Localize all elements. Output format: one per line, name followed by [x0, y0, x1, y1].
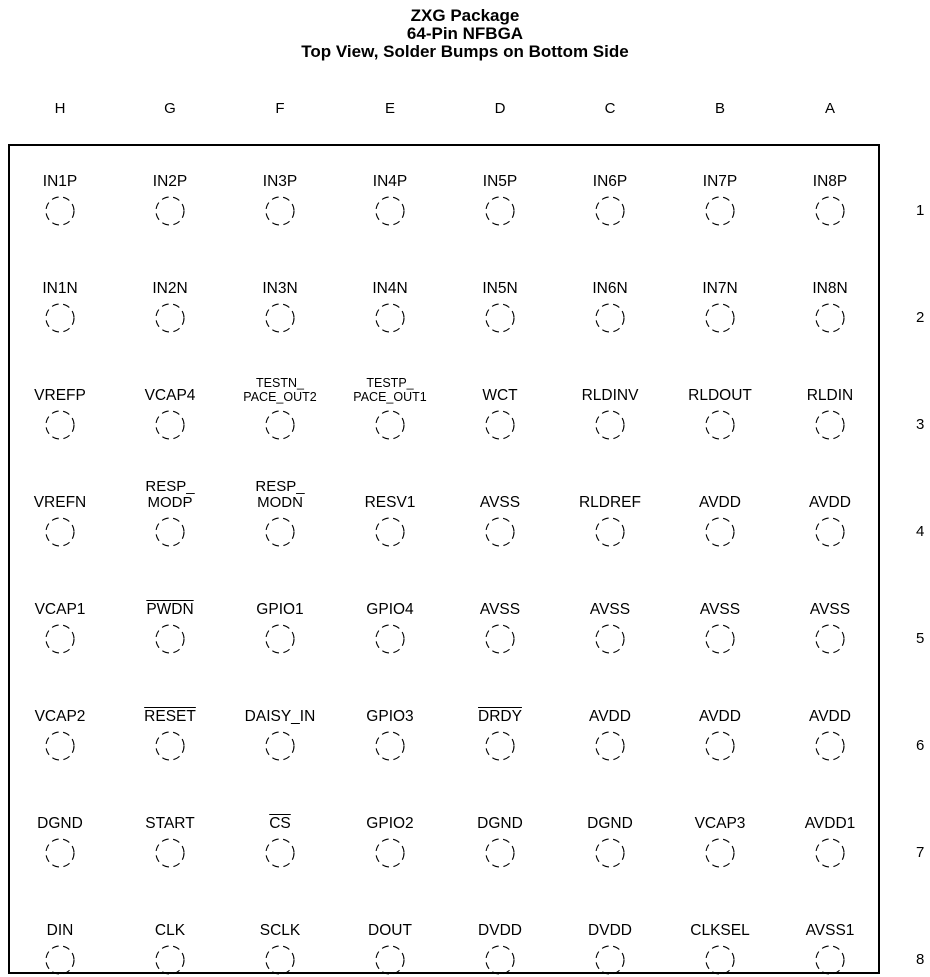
solder-bump-icon [263, 515, 297, 549]
pin-d7 [445, 800, 555, 870]
pin-label [335, 372, 445, 408]
solder-bump-icon [483, 836, 517, 870]
solder-bump-icon [813, 836, 847, 870]
solder-bump-icon [43, 943, 77, 977]
pin-h7 [5, 800, 115, 870]
pin-label [225, 586, 335, 622]
pin-name: START [145, 815, 195, 832]
pin-label [335, 586, 445, 622]
pin-c6 [555, 693, 665, 763]
pin-label [445, 586, 555, 622]
solder-bump-icon [813, 729, 847, 763]
pin-a2 [775, 265, 885, 335]
pin-a3 [775, 372, 885, 442]
solder-bump-icon [483, 622, 517, 656]
pin-a5 [775, 586, 885, 656]
pin-name: IN8P [812, 173, 848, 190]
pin-b7 [665, 800, 775, 870]
pin-label [5, 372, 115, 408]
pin-d6 [445, 693, 555, 763]
pin-c1 [555, 158, 665, 228]
pin-name: AVDD [699, 708, 741, 725]
pin-name: IN1P [42, 173, 78, 190]
solder-bump-icon [483, 301, 517, 335]
pin-label [555, 479, 665, 515]
solder-bump-icon [703, 301, 737, 335]
column-header-d: D [494, 100, 506, 117]
column-header-e: E [384, 100, 395, 117]
pin-name: IN4P [372, 173, 408, 190]
pin-h6 [5, 693, 115, 763]
pin-name: AVSS1 [805, 922, 855, 939]
solder-bump-icon [263, 408, 297, 442]
pin-name: IN4N [372, 280, 408, 297]
pin-label [225, 158, 335, 194]
pin-name: IN5N [482, 280, 518, 297]
solder-bump-icon [43, 408, 77, 442]
pin-e7 [335, 800, 445, 870]
pin-g4 [115, 479, 225, 549]
pin-g7 [115, 800, 225, 870]
pin-label [225, 479, 335, 515]
pin-c2 [555, 265, 665, 335]
pin-label [225, 693, 335, 729]
pin-name: CLKSEL [690, 922, 750, 939]
pin-name: AVDD [809, 494, 851, 511]
pin-label [115, 265, 225, 301]
pin-label [5, 907, 115, 943]
pin-label [555, 586, 665, 622]
pin-e2 [335, 265, 445, 335]
solder-bump-icon [43, 301, 77, 335]
solder-bump-icon [43, 194, 77, 228]
pin-d5 [445, 586, 555, 656]
pin-label [115, 158, 225, 194]
row-header-4: 4 [916, 523, 925, 540]
pin-name: DIN [46, 922, 74, 939]
pin-name: AVSS [809, 601, 851, 618]
solder-bump-icon [43, 622, 77, 656]
pin-g1 [115, 158, 225, 228]
solder-bump-icon [703, 836, 737, 870]
pin-name: RESP_ MODN [255, 478, 305, 511]
pin-c5 [555, 586, 665, 656]
pin-name: RLDOUT [688, 387, 752, 404]
row-header-8: 8 [916, 951, 925, 968]
pin-g2 [115, 265, 225, 335]
pin-name: DVDD [478, 922, 522, 939]
solder-bump-icon [373, 408, 407, 442]
pin-name: GPIO2 [366, 815, 414, 832]
pin-b5 [665, 586, 775, 656]
pin-h4 [5, 479, 115, 549]
column-header-g: G [164, 100, 176, 117]
pin-label [335, 265, 445, 301]
pin-label [665, 158, 775, 194]
solder-bump-icon [703, 194, 737, 228]
solder-bump-icon [703, 515, 737, 549]
pin-f4 [225, 479, 335, 549]
pin-name: GPIO4 [366, 601, 414, 618]
pin-label [335, 479, 445, 515]
solder-bump-icon [593, 515, 627, 549]
pin-label [665, 479, 775, 515]
package-title: ZXG Package [410, 6, 520, 25]
pin-name: IN8N [812, 280, 848, 297]
pin-a4 [775, 479, 885, 549]
pin-name: AVDD [699, 494, 741, 511]
pin-name: AVSS [699, 601, 741, 618]
pin-label [5, 586, 115, 622]
pin-a8 [775, 907, 885, 977]
pin-label [445, 158, 555, 194]
row-header-1: 1 [916, 202, 925, 219]
pin-label [5, 800, 115, 836]
solder-bump-icon [813, 408, 847, 442]
pin-label [445, 693, 555, 729]
solder-bump-icon [593, 301, 627, 335]
solder-bump-icon [263, 301, 297, 335]
pin-name: VCAP1 [34, 601, 86, 618]
pin-name: TESTN_ PACE_OUT2 [243, 376, 317, 404]
pin-label [115, 586, 225, 622]
pin-f3 [225, 372, 335, 442]
row-header-5: 5 [916, 630, 925, 647]
solder-bump-icon [43, 836, 77, 870]
pin-f1 [225, 158, 335, 228]
pin-f2 [225, 265, 335, 335]
row-header-3: 3 [916, 416, 925, 433]
pin-label [775, 586, 885, 622]
pin-c4 [555, 479, 665, 549]
solder-bump-icon [373, 194, 407, 228]
pin-h2 [5, 265, 115, 335]
pin-b4 [665, 479, 775, 549]
solder-bump-icon [703, 729, 737, 763]
pin-label [665, 265, 775, 301]
pin-name: TESTP_ PACE_OUT1 [353, 376, 427, 404]
pin-c7 [555, 800, 665, 870]
pin-name: CLK [154, 922, 186, 939]
pin-label [5, 265, 115, 301]
solder-bump-icon [593, 622, 627, 656]
solder-bump-icon [373, 622, 407, 656]
pin-b1 [665, 158, 775, 228]
column-header-a: A [824, 100, 835, 117]
solder-bump-icon [153, 622, 187, 656]
pin-label [555, 693, 665, 729]
pin-name: RESV1 [364, 494, 416, 511]
pin-g5 [115, 586, 225, 656]
pin-e8 [335, 907, 445, 977]
pin-name: AVSS [589, 601, 631, 618]
pin-label [775, 479, 885, 515]
solder-bump-icon [373, 943, 407, 977]
row-header-2: 2 [916, 309, 925, 326]
solder-bump-icon [813, 194, 847, 228]
pin-label [555, 265, 665, 301]
solder-bump-icon [703, 622, 737, 656]
solder-bump-icon [153, 301, 187, 335]
pin-f5 [225, 586, 335, 656]
pin-name: VREFP [34, 387, 86, 404]
solder-bump-icon [483, 408, 517, 442]
pin-label [555, 907, 665, 943]
pin-label [665, 907, 775, 943]
solder-bump-icon [373, 729, 407, 763]
pin-label [775, 265, 885, 301]
solder-bump-icon [153, 515, 187, 549]
solder-bump-icon [263, 729, 297, 763]
pin-label [775, 800, 885, 836]
pin-name: VCAP3 [694, 815, 746, 832]
pin-name: IN7P [702, 173, 738, 190]
pin-name: AVDD [589, 708, 631, 725]
row-header-6: 6 [916, 737, 925, 754]
pin-d1 [445, 158, 555, 228]
solder-bump-icon [813, 515, 847, 549]
pin-label [445, 800, 555, 836]
pin-name: DRDY [478, 708, 522, 725]
pin-name: AVSS [479, 494, 521, 511]
solder-bump-icon [593, 943, 627, 977]
pin-name: VCAP4 [144, 387, 196, 404]
pin-a1 [775, 158, 885, 228]
solder-bump-icon [153, 408, 187, 442]
solder-bump-icon [153, 836, 187, 870]
solder-bump-icon [373, 836, 407, 870]
pin-d8 [445, 907, 555, 977]
solder-bump-icon [153, 729, 187, 763]
pin-b2 [665, 265, 775, 335]
solder-bump-icon [263, 622, 297, 656]
pin-f8 [225, 907, 335, 977]
pin-name: PWDN [146, 601, 194, 618]
pin-label [445, 479, 555, 515]
pin-name: AVDD1 [804, 815, 856, 832]
solder-bump-icon [813, 622, 847, 656]
pin-name: DOUT [368, 922, 412, 939]
pin-name: AVSS [479, 601, 521, 618]
pin-f7 [225, 800, 335, 870]
pin-e3 [335, 372, 445, 442]
column-header-f: F [275, 100, 285, 117]
pin-label [335, 158, 445, 194]
pin-name: DGND [477, 815, 523, 832]
pin-name: IN5P [482, 173, 518, 190]
pin-label [115, 479, 225, 515]
solder-bump-icon [593, 194, 627, 228]
pin-h5 [5, 586, 115, 656]
pin-label [335, 693, 445, 729]
solder-bump-icon [263, 194, 297, 228]
pin-label [225, 265, 335, 301]
pin-b6 [665, 693, 775, 763]
pin-label [445, 265, 555, 301]
solder-bump-icon [593, 408, 627, 442]
solder-bump-icon [593, 836, 627, 870]
pin-b3 [665, 372, 775, 442]
pin-c8 [555, 907, 665, 977]
solder-bump-icon [483, 729, 517, 763]
pin-name: RLDIN [806, 387, 854, 404]
pin-d3 [445, 372, 555, 442]
column-header-c: C [604, 100, 616, 117]
solder-bump-icon [703, 408, 737, 442]
pin-name: IN6P [592, 173, 628, 190]
pin-name: RESET [144, 708, 196, 725]
pin-name: DGND [587, 815, 633, 832]
pin-label [445, 372, 555, 408]
pin-f6 [225, 693, 335, 763]
pin-label [115, 907, 225, 943]
pin-h8 [5, 907, 115, 977]
pin-c3 [555, 372, 665, 442]
package-pin-count: 64-Pin NFBGA [406, 24, 524, 43]
pin-name: IN7N [702, 280, 738, 297]
pin-name: SCLK [259, 922, 301, 939]
solder-bump-icon [373, 515, 407, 549]
row-header-7: 7 [916, 844, 925, 861]
solder-bump-icon [373, 301, 407, 335]
pin-name: WCT [482, 387, 518, 404]
pin-name: GPIO1 [256, 601, 304, 618]
solder-bump-icon [483, 194, 517, 228]
pin-label [225, 372, 335, 408]
solder-bump-icon [263, 836, 297, 870]
package-view-note: Top View, Solder Bumps on Bottom Side [301, 42, 629, 61]
pin-label [115, 693, 225, 729]
pin-d2 [445, 265, 555, 335]
pin-e5 [335, 586, 445, 656]
solder-bump-icon [483, 943, 517, 977]
pin-name: GPIO3 [366, 708, 414, 725]
pin-name: IN1N [42, 280, 78, 297]
pin-name: IN2N [152, 280, 188, 297]
pin-name: RESP_ MODP [145, 478, 195, 511]
pin-name: DVDD [588, 922, 632, 939]
pin-label [775, 907, 885, 943]
pin-name: AVDD [809, 708, 851, 725]
pin-a6 [775, 693, 885, 763]
pin-label [115, 800, 225, 836]
pin-name: DAISY_IN [244, 708, 316, 725]
solder-bump-icon [703, 943, 737, 977]
pin-name: RLDREF [578, 494, 641, 511]
pin-label [5, 479, 115, 515]
pin-label [555, 800, 665, 836]
solder-bump-icon [263, 943, 297, 977]
pin-name: IN2P [152, 173, 188, 190]
pin-label [225, 800, 335, 836]
solder-bump-icon [483, 515, 517, 549]
pin-e6 [335, 693, 445, 763]
pin-label [775, 693, 885, 729]
pin-label [665, 372, 775, 408]
column-header-b: B [714, 100, 725, 117]
pin-label [225, 907, 335, 943]
pin-label [775, 372, 885, 408]
pin-label [335, 800, 445, 836]
pin-label [115, 372, 225, 408]
pin-h3 [5, 372, 115, 442]
pin-label [555, 372, 665, 408]
solder-bump-icon [153, 943, 187, 977]
pin-e1 [335, 158, 445, 228]
pin-label [5, 158, 115, 194]
pin-d4 [445, 479, 555, 549]
pin-name: IN6N [592, 280, 628, 297]
column-header-h: H [54, 100, 66, 117]
pin-name: IN3P [262, 173, 298, 190]
pin-e4 [335, 479, 445, 549]
pin-label [665, 800, 775, 836]
pin-h1 [5, 158, 115, 228]
pin-a7 [775, 800, 885, 870]
pin-label [5, 693, 115, 729]
solder-bump-icon [43, 515, 77, 549]
solder-bump-icon [43, 729, 77, 763]
pin-b8 [665, 907, 775, 977]
pin-name: VREFN [33, 494, 87, 511]
solder-bump-icon [813, 301, 847, 335]
pin-label [775, 158, 885, 194]
pin-name: IN3N [262, 280, 298, 297]
solder-bump-icon [813, 943, 847, 977]
pin-label [335, 907, 445, 943]
pin-label [665, 586, 775, 622]
solder-bump-icon [593, 729, 627, 763]
pin-label [445, 907, 555, 943]
pin-name: VCAP2 [34, 708, 86, 725]
pin-g8 [115, 907, 225, 977]
pin-g3 [115, 372, 225, 442]
pin-label [555, 158, 665, 194]
pin-label [665, 693, 775, 729]
pin-g6 [115, 693, 225, 763]
pin-name: RLDINV [581, 387, 639, 404]
pin-name: $\overline{CS}$ [269, 815, 291, 832]
pin-name: DGND [37, 815, 83, 832]
solder-bump-icon [153, 194, 187, 228]
